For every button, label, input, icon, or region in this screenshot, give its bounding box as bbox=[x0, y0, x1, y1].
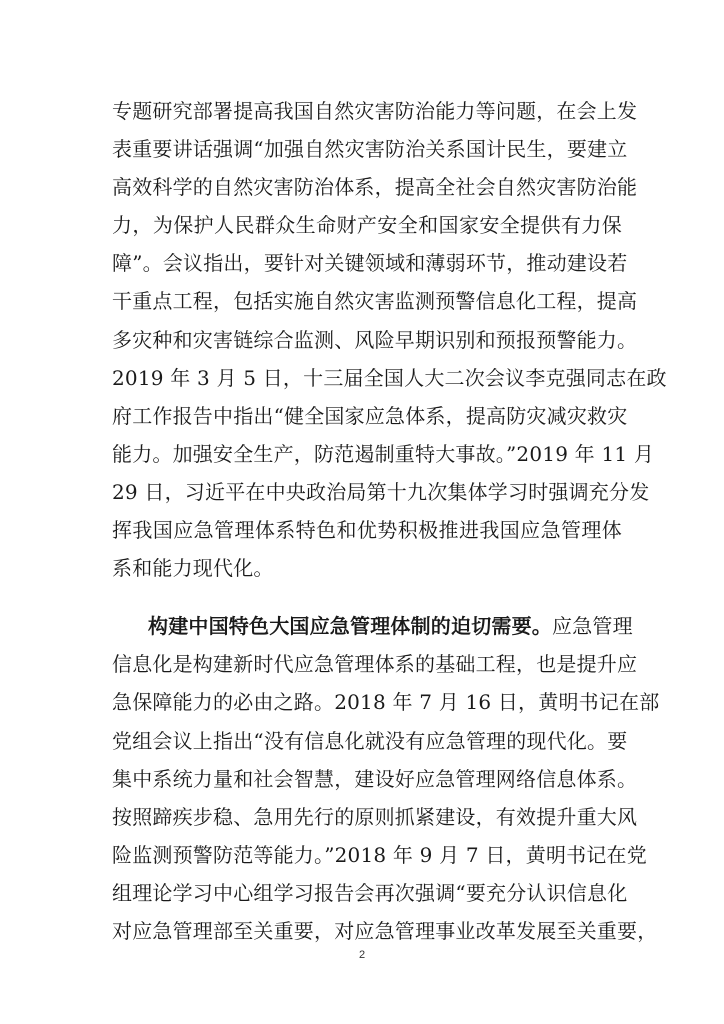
paragraph-1 bbox=[112, 92, 667, 587]
paragraph-line: 系和能力现代化。 bbox=[112, 556, 274, 581]
paragraph-line: 信息化是构建新时代应急管理体系的基础工程，也是提升应 bbox=[112, 652, 638, 677]
paragraph-line: 障”。会议指出，要针对关键领域和薄弱环节，推动建设若 bbox=[112, 251, 628, 276]
paragraph-line: 党组会议上指出“没有信息化就没有应急管理的现代化。要 bbox=[112, 728, 628, 753]
body-text bbox=[112, 92, 667, 950]
paragraph-line: 表重要讲话强调“加强自然灾害防治关系国计民生，要建立 bbox=[112, 137, 628, 162]
paragraph-line: 多灾种和灾害链综合监测、风险早期识别和预报预警能力。 bbox=[112, 327, 638, 352]
paragraph-line: 干重点工程，包括实施自然灾害监测预警信息化工程，提高 bbox=[112, 289, 638, 314]
paragraph-line: 挥我国应急管理体系特色和优势积极推进我国应急管理体 bbox=[112, 518, 622, 543]
paragraph-line: 按照蹄疾步稳、急用先行的原则抓紧建设，有效提升重大风 bbox=[112, 804, 638, 829]
page-number: 2 bbox=[358, 949, 366, 961]
paragraph-line: 高效科学的自然灾害防治体系，提高全社会自然灾害防治能 bbox=[112, 175, 638, 200]
paragraph-line: 29 日，习近平在中央政治局第十九次集体学习时强调充分发 bbox=[112, 479, 650, 504]
paragraph-line: 险监测预警防范等能力。”2018 年 9 月 7 日，黄明书记在党 bbox=[112, 842, 647, 867]
paragraph-line: 能力。加强安全生产，防范遏制重特大事故。”2019 年 11 月 bbox=[112, 441, 655, 466]
paragraph-line: 对应急管理部至关重要，对应急管理事业改革发展至关重要， bbox=[112, 918, 658, 943]
paragraph-line: 专题研究部署提高我国自然灾害防治能力等问题，在会上发 bbox=[112, 99, 638, 123]
paragraph-line: 集中系统力量和社会智慧，建设好应急管理网络信息体系。 bbox=[112, 766, 638, 791]
paragraph-line: 2019 年 3 月 5 日，十三届全国人大二次会议李克强同志在政 bbox=[112, 365, 667, 390]
paragraph-first-line bbox=[112, 607, 633, 645]
paragraph-2 bbox=[112, 607, 660, 950]
paragraph-line: 力，为保护人民群众生命财产安全和国家安全提供有力保 bbox=[112, 213, 622, 238]
paragraph-heading-rest: 应急管理 bbox=[552, 614, 633, 639]
paragraph-gap bbox=[112, 587, 622, 607]
paragraph-line: 府工作报告中指出“健全国家应急体系，提高防灾减灾救灾 bbox=[112, 403, 628, 428]
paragraph-heading: 构建中国特色大国应急管理体制的迫切需要。 bbox=[148, 614, 552, 639]
paragraph-line: 组理论学习中心组学习报告会再次强调“要充分认识信息化 bbox=[112, 880, 628, 905]
paragraph-line: 急保障能力的必由之路。2018 年 7 月 16 日，黄明书记在部 bbox=[112, 690, 660, 715]
